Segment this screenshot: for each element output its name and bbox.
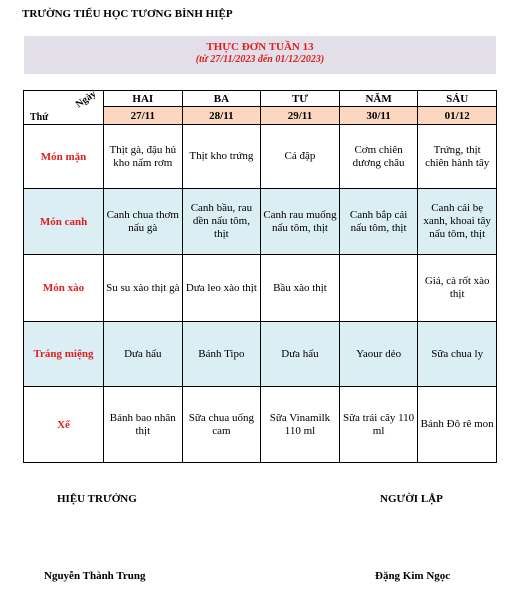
principal-title: HIỆU TRƯỞNG xyxy=(57,493,137,505)
menu-cell: Bầu xào thịt xyxy=(261,255,340,322)
corner-cell xyxy=(24,88,104,125)
menu-cell: Thịt kho trứng xyxy=(182,125,261,189)
date-header: 01/12 xyxy=(418,107,497,125)
menu-cell: Bánh bao nhân thịt xyxy=(104,387,183,463)
date-header: 30/11 xyxy=(339,107,418,125)
principal-name: Nguyễn Thành Trung xyxy=(44,570,146,582)
day-header: TƯ xyxy=(261,91,340,107)
menu-cell: Sữa chua uống cam xyxy=(182,387,261,463)
day-header: HAI xyxy=(104,91,183,107)
menu-cell: Su su xào thịt gà xyxy=(104,255,183,322)
table-row xyxy=(24,322,497,387)
menu-cell: Cá đập xyxy=(261,125,340,189)
table-row xyxy=(24,189,497,255)
menu-cell: Dưa hấu xyxy=(261,322,340,387)
corner-thu-label: Thứ xyxy=(30,112,49,123)
row-label: Xế xyxy=(24,387,104,463)
menu-cell: Sữa chua ly xyxy=(418,322,497,387)
menu-cell xyxy=(339,255,418,322)
table-row xyxy=(24,125,497,189)
table-row xyxy=(24,255,497,322)
preparer-title: NGƯỜI LẬP xyxy=(380,493,443,505)
menu-cell: Trứng, thịt chiên hành tây xyxy=(418,125,497,189)
preparer-name: Đặng Kim Ngọc xyxy=(375,570,451,582)
menu-cell: Dưa hấu xyxy=(104,322,183,387)
menu-cell: Sữa trái cây 110 ml xyxy=(339,387,418,463)
menu-cell: Canh cải bẹ xanh, khoai tây nấu tôm, thịt xyxy=(418,189,497,255)
menu-title: THỰC ĐƠN TUẦN 13 xyxy=(206,41,314,53)
menu-cell: Dưa leo xào thịt xyxy=(182,255,261,322)
menu-cell: Bánh Đô rê mon xyxy=(418,387,497,463)
row-label: Món canh xyxy=(24,189,104,255)
menu-cell: Yaour dẻo xyxy=(339,322,418,387)
corner-ngay-label: Ngày xyxy=(73,88,99,111)
day-header-row xyxy=(24,91,497,107)
row-label: Món mặn xyxy=(24,125,104,189)
day-header: NĂM xyxy=(339,91,418,107)
row-label: Món xào xyxy=(24,255,104,322)
date-header: 28/11 xyxy=(182,107,261,125)
table-row xyxy=(24,387,497,463)
menu-cell: Canh rau muống nấu tôm, thịt xyxy=(261,189,340,255)
menu-cell: Cơm chiên dương châu xyxy=(339,125,418,189)
menu-cell: Sữa Vinamilk 110 ml xyxy=(261,387,340,463)
weekly-menu-table xyxy=(23,90,497,463)
menu-cell: Thịt gà, đậu hủ kho nấm rơm xyxy=(104,125,183,189)
menu-cell: Canh bầu, rau dền nấu tôm, thịt xyxy=(182,189,261,255)
row-label: Tráng miệng xyxy=(24,322,104,387)
day-header: SÁU xyxy=(418,91,497,107)
menu-cell: Bánh Tipo xyxy=(182,322,261,387)
menu-cell: Giá, cà rốt xào thịt xyxy=(418,255,497,322)
date-header: 29/11 xyxy=(261,107,340,125)
school-name: TRƯỜNG TIỂU HỌC TƯƠNG BÌNH HIỆP xyxy=(22,8,233,20)
menu-cell: Canh chua thơm nấu gà xyxy=(104,189,183,255)
day-header: BA xyxy=(182,91,261,107)
date-header: 27/11 xyxy=(104,107,183,125)
menu-date-range: (từ 27/11/2023 đến 01/12/2023) xyxy=(195,54,325,65)
title-banner xyxy=(24,36,496,74)
menu-cell: Canh bắp cải nấu tôm, thịt xyxy=(339,189,418,255)
